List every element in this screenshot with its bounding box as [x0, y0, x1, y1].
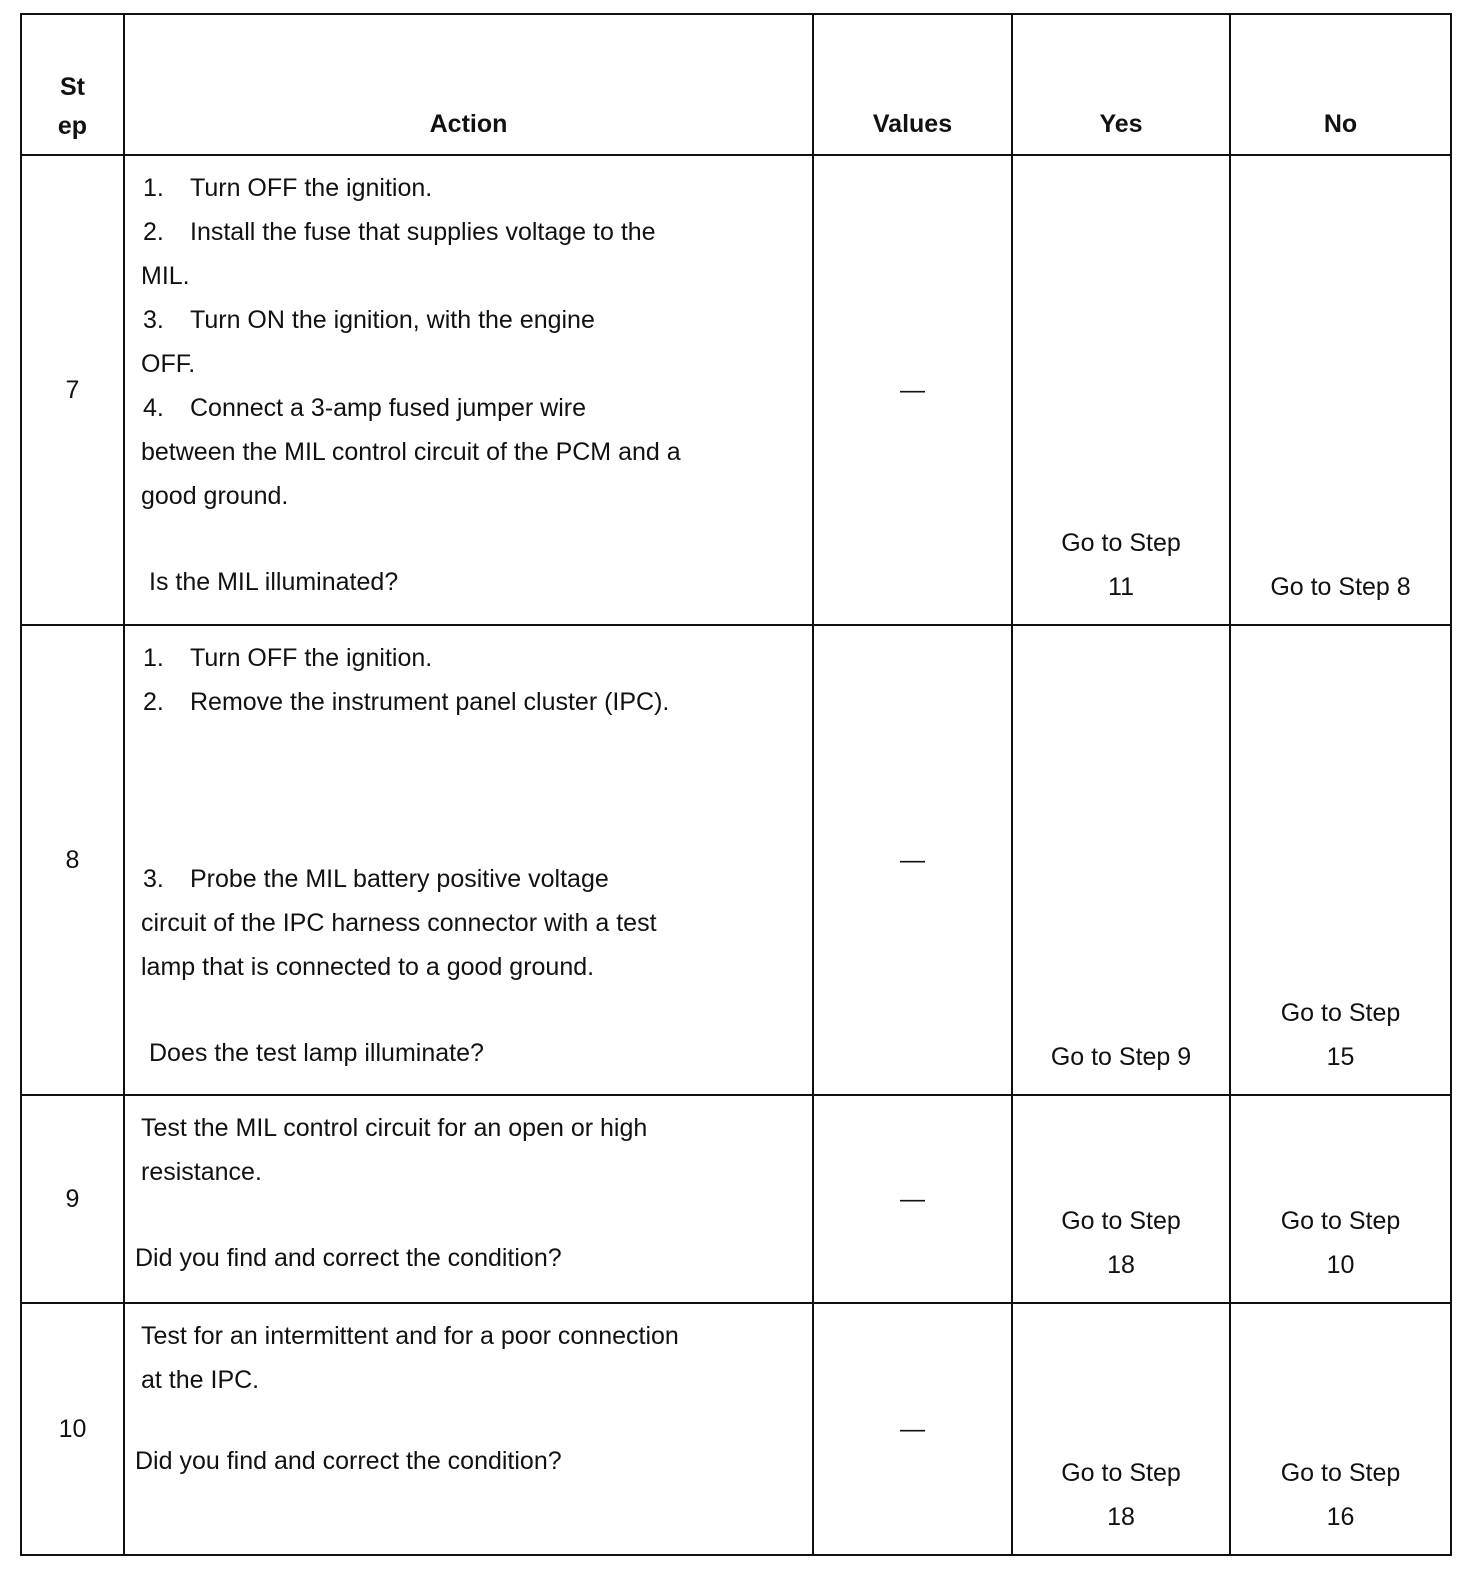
action-line: 1. Turn OFF the ignition. [143, 174, 433, 202]
action-question: Is the MIL illuminated? [149, 568, 399, 596]
action-line: lamp that is connected to a good ground. [141, 953, 595, 981]
yes-cell [1012, 1095, 1230, 1303]
no-text-line2: 10 [1326, 1251, 1355, 1279]
action-line: resistance. [141, 1158, 262, 1186]
yes-text-line2: 18 [1107, 1503, 1135, 1531]
action-question: Did you find and correct the condition? [135, 1244, 562, 1272]
step-number: 7 [21, 155, 124, 625]
values-dash: — [900, 1415, 925, 1443]
action-line: 4. Connect a 3-amp fused jumper wire [143, 394, 587, 422]
action-line: between the MIL control circuit of the PCM and a [141, 438, 681, 466]
header-step-line2: ep [57, 112, 88, 140]
header-action: Action [124, 14, 813, 155]
yes-text-line1: Go to Step [1061, 529, 1181, 557]
no-cell [1230, 1095, 1451, 1303]
yes-cell [1012, 1303, 1230, 1555]
action-cell [124, 1303, 813, 1555]
action-line: Test for an intermittent and for a poor connection [141, 1322, 679, 1350]
diagnostic-table [20, 13, 1452, 1556]
action-cell [124, 1095, 813, 1303]
yes-text-line2: 11 [1108, 573, 1134, 601]
action-cell [124, 155, 813, 625]
yes-text-line1: Go to Step [1061, 1459, 1181, 1487]
table-row-step-10 [21, 1303, 1451, 1555]
header-step [21, 14, 124, 155]
values-cell [813, 1303, 1012, 1555]
action-line: 3. Turn ON the ignition, with the engine [143, 306, 595, 334]
action-cell [124, 625, 813, 1095]
table-row-step-9 [21, 1095, 1451, 1303]
no-cell [1230, 625, 1451, 1095]
action-line: 2. Remove the instrument panel cluster (IPC). [143, 688, 670, 716]
table-row-step-7 [21, 155, 1451, 625]
header-step-line1: St [60, 73, 85, 101]
table-row-step-8 [21, 625, 1451, 1095]
action-line: 2. Install the fuse that supplies voltage to the [143, 218, 656, 246]
yes-text-line1: Go to Step 9 [1050, 1043, 1192, 1071]
action-line: 1. Turn OFF the ignition. [143, 644, 433, 672]
values-dash: — [900, 376, 925, 404]
action-question: Did you find and correct the condition? [135, 1447, 562, 1475]
no-text-line1: Go to Step [1280, 1459, 1401, 1487]
yes-text-line1: Go to Step [1061, 1207, 1181, 1235]
step-number: 10 [21, 1303, 124, 1555]
action-line: Test the MIL control circuit for an open or high [141, 1114, 648, 1142]
no-text-line2: 16 [1326, 1503, 1355, 1531]
no-text-line2: 15 [1326, 1043, 1355, 1071]
no-text-line1: Go to Step [1280, 999, 1401, 1027]
action-line: good ground. [141, 482, 289, 510]
step-number: 9 [21, 1095, 124, 1303]
values-dash: — [900, 1185, 925, 1213]
no-cell [1230, 155, 1451, 625]
no-cell [1230, 1303, 1451, 1555]
action-line: 3. Probe the MIL battery positive voltage [143, 865, 609, 893]
step-number: 8 [21, 625, 124, 1095]
yes-text-line2: 18 [1107, 1251, 1135, 1279]
action-line: at the IPC. [141, 1366, 260, 1394]
no-text-line1: Go to Step [1280, 1207, 1401, 1235]
header-no: No [1230, 14, 1451, 155]
values-cell [813, 625, 1012, 1095]
header-values: Values [813, 14, 1012, 155]
action-line: OFF. [141, 350, 196, 378]
no-text-line1: Go to Step 8 [1270, 573, 1411, 601]
yes-cell [1012, 625, 1230, 1095]
values-dash: — [900, 846, 925, 874]
header-yes: Yes [1012, 14, 1230, 155]
values-cell [813, 155, 1012, 625]
yes-cell [1012, 155, 1230, 625]
action-question: Does the test lamp illuminate? [149, 1039, 484, 1067]
values-cell [813, 1095, 1012, 1303]
action-line: MIL. [141, 262, 190, 290]
header-row [21, 14, 1451, 155]
action-line: circuit of the IPC harness connector with a test [141, 909, 657, 937]
